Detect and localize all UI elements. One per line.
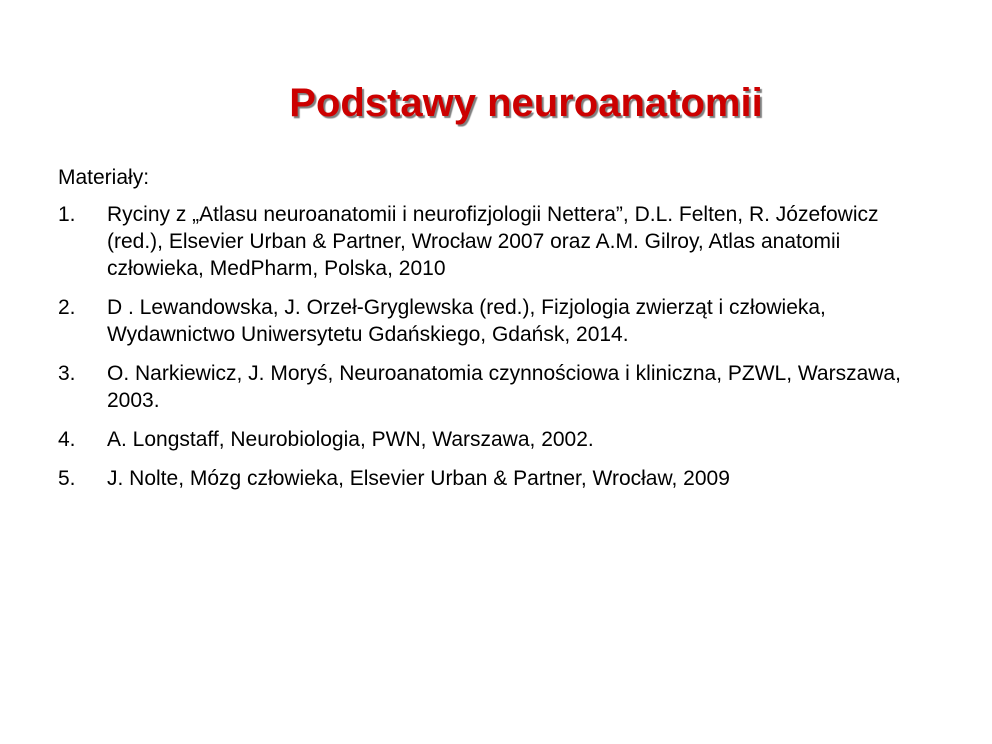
reference-number: 5. — [58, 467, 76, 490]
reference-item — [58, 360, 938, 414]
reference-text: O. Narkiewicz, J. Moryś, Neuroanatomia czynnościowa i kliniczna, PZWL, Warszawa, 2003. — [107, 362, 901, 412]
reference-text: Ryciny z „Atlasu neuroanatomii i neurofizjologii Nettera”, D.L. Felten, R. Józefowicz (red.), Elsevier Urban & Partner, Wrocław 2007 oraz A.M. Gilroy, Atlas anatomii człowieka, MedPharm, Polska, 2010 — [107, 203, 879, 280]
reference-number: 4. — [58, 428, 76, 451]
reference-text: J. Nolte, Mózg człowieka, Elsevier Urban & Partner, Wrocław, 2009 — [107, 467, 730, 490]
reference-text: A. Longstaff, Neurobiologia, PWN, Warszawa, 2002. — [107, 428, 594, 451]
slide-title: Podstawy neuroanatomii — [289, 80, 763, 125]
slide-content — [58, 165, 938, 504]
reference-number: 1. — [58, 203, 76, 226]
reference-number: 2. — [58, 296, 76, 319]
reference-list — [58, 201, 938, 492]
reference-item — [58, 426, 938, 453]
reference-item — [58, 294, 938, 348]
reference-item — [58, 465, 938, 492]
reference-item — [58, 201, 938, 282]
reference-text: D . Lewandowska, J. Orzeł-Gryglewska (red.), Fizjologia zwierząt i człowieka, Wydawnictwo Uniwersytetu Gdańskiego, Gdańsk, 2014. — [107, 296, 826, 346]
reference-number: 3. — [58, 362, 76, 385]
materials-heading: Materiały: — [58, 166, 150, 189]
